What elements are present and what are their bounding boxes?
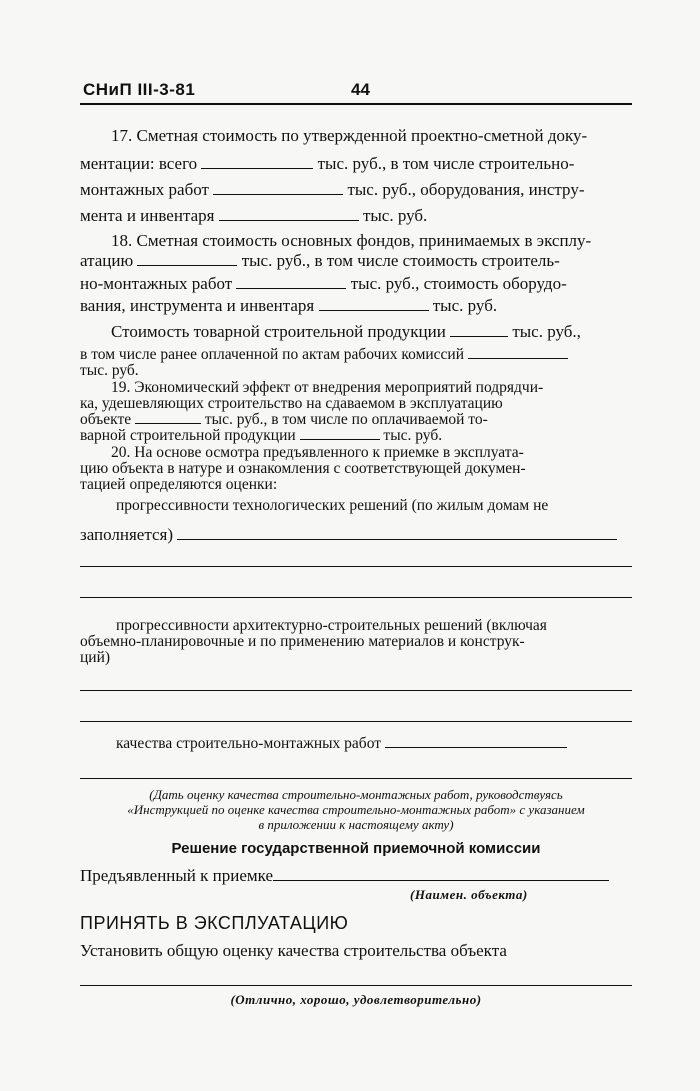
fixed-equipment-blank <box>319 298 429 311</box>
quality-rating-blank <box>385 735 567 748</box>
rating-line: Установить общую оценку качества строительства объекта <box>80 941 507 960</box>
note-line3: в приложении к настоящему акту) <box>258 817 454 832</box>
blank-rule-2 <box>80 597 632 598</box>
effect-blank <box>135 411 201 424</box>
p19-line3: объекте тыс. руб., в том числе по оплачиваемой то- <box>80 411 488 428</box>
fixed-assets-blank <box>137 253 237 266</box>
header-rule <box>80 103 632 105</box>
rating-caption: (Отлично, хорошо, удовлетворительно) <box>230 992 482 1007</box>
p17-line1: 17. Сметная стоимость по утвержденной проектно-сметной доку- <box>111 126 588 145</box>
page-header <box>83 80 632 102</box>
tovar-line1: Стоимость товарной строительной продукции тыс. руб., <box>111 322 581 341</box>
document-code: СНиП III-3-81 <box>83 80 196 99</box>
p19-line4: варной строительной продукции тыс. руб. <box>80 427 443 444</box>
construction-cost-blank <box>213 182 343 195</box>
p17-line2: ментации: всего тыс. руб., в том числе строительно- <box>80 154 575 173</box>
p19-line1: 19. Экономический эффект от внедрения мероприятий подрядчи- <box>111 379 544 396</box>
blank-rule-6 <box>80 985 632 986</box>
accept-heading: ПРИНЯТЬ В ЭКСПЛУАТАЦИЮ <box>80 913 349 933</box>
object-name-blank <box>273 868 609 881</box>
object-caption: (Наимен. объекта) <box>410 887 528 902</box>
p20-line2: цию объекта в натуре и ознакомления с соответствующей докумен- <box>80 460 526 477</box>
p20-line1: 20. На основе осмотра предъявленного к приемке в эксплуата- <box>111 444 524 461</box>
p18-line4: вания, инструмента и инвентаря тыс. руб. <box>80 296 498 315</box>
equipment-cost-blank <box>219 208 359 221</box>
effect-commodity-blank <box>300 427 380 440</box>
p20-line6: прогрессивности архитектурно-строительных решений (включая <box>116 617 547 634</box>
blank-rule-4 <box>80 721 632 722</box>
blank-rule-5 <box>80 778 632 779</box>
p20-line3: тацией определяются оценки: <box>80 476 278 493</box>
p18-line2: атацию тыс. руб., в том числе стоимость строитель- <box>80 251 560 270</box>
paid-cost-blank <box>468 346 568 359</box>
p20-line4: прогрессивности технологических решений (по жилым домам не <box>116 497 549 514</box>
total-cost-blank <box>201 156 313 169</box>
p20-line9: качества строительно-монтажных работ <box>116 735 632 753</box>
commodity-cost-blank <box>450 324 508 337</box>
note-line2: «Инструкцией по оценке качества строительно-монтажных работ» с указанием <box>127 802 585 817</box>
p20-line8: ций) <box>80 649 111 666</box>
blank-rule-3 <box>80 690 632 691</box>
blank-rule-1 <box>80 566 632 567</box>
p18-line3: но-монтажных работ тыс. руб., стоимость оборудо- <box>80 274 567 293</box>
fixed-works-blank <box>236 276 346 289</box>
presented-line: Предъявленный к приемке <box>80 866 632 886</box>
note-line1: (Дать оценку качества строительно-монтажных работ, руководствуясь <box>149 787 563 802</box>
p20-line7: объемно-планировочные и по применению материалов и конструк- <box>80 633 525 650</box>
p17-line3: монтажных работ тыс. руб., оборудования, инстру- <box>80 180 585 199</box>
tovar-line2: в том числе ранее оплаченной по актам рабочих комиссий <box>80 346 632 364</box>
p17-line4: мента и инвентаря тыс. руб. <box>80 206 428 225</box>
tovar-line3: тыс. руб. <box>80 362 139 379</box>
page-number: 44 <box>351 80 370 99</box>
p18-line1: 18. Сметная стоимость основных фондов, принимаемых в эксплу- <box>111 231 592 250</box>
tech-rating-blank <box>177 527 617 540</box>
p19-line2: ка, удешевляющих строительство на сдаваемом в эксплуатацию <box>80 395 503 412</box>
decision-title: Решение государственной приемочной комиссии <box>171 840 541 857</box>
p20-line5: заполняется) <box>80 525 632 545</box>
